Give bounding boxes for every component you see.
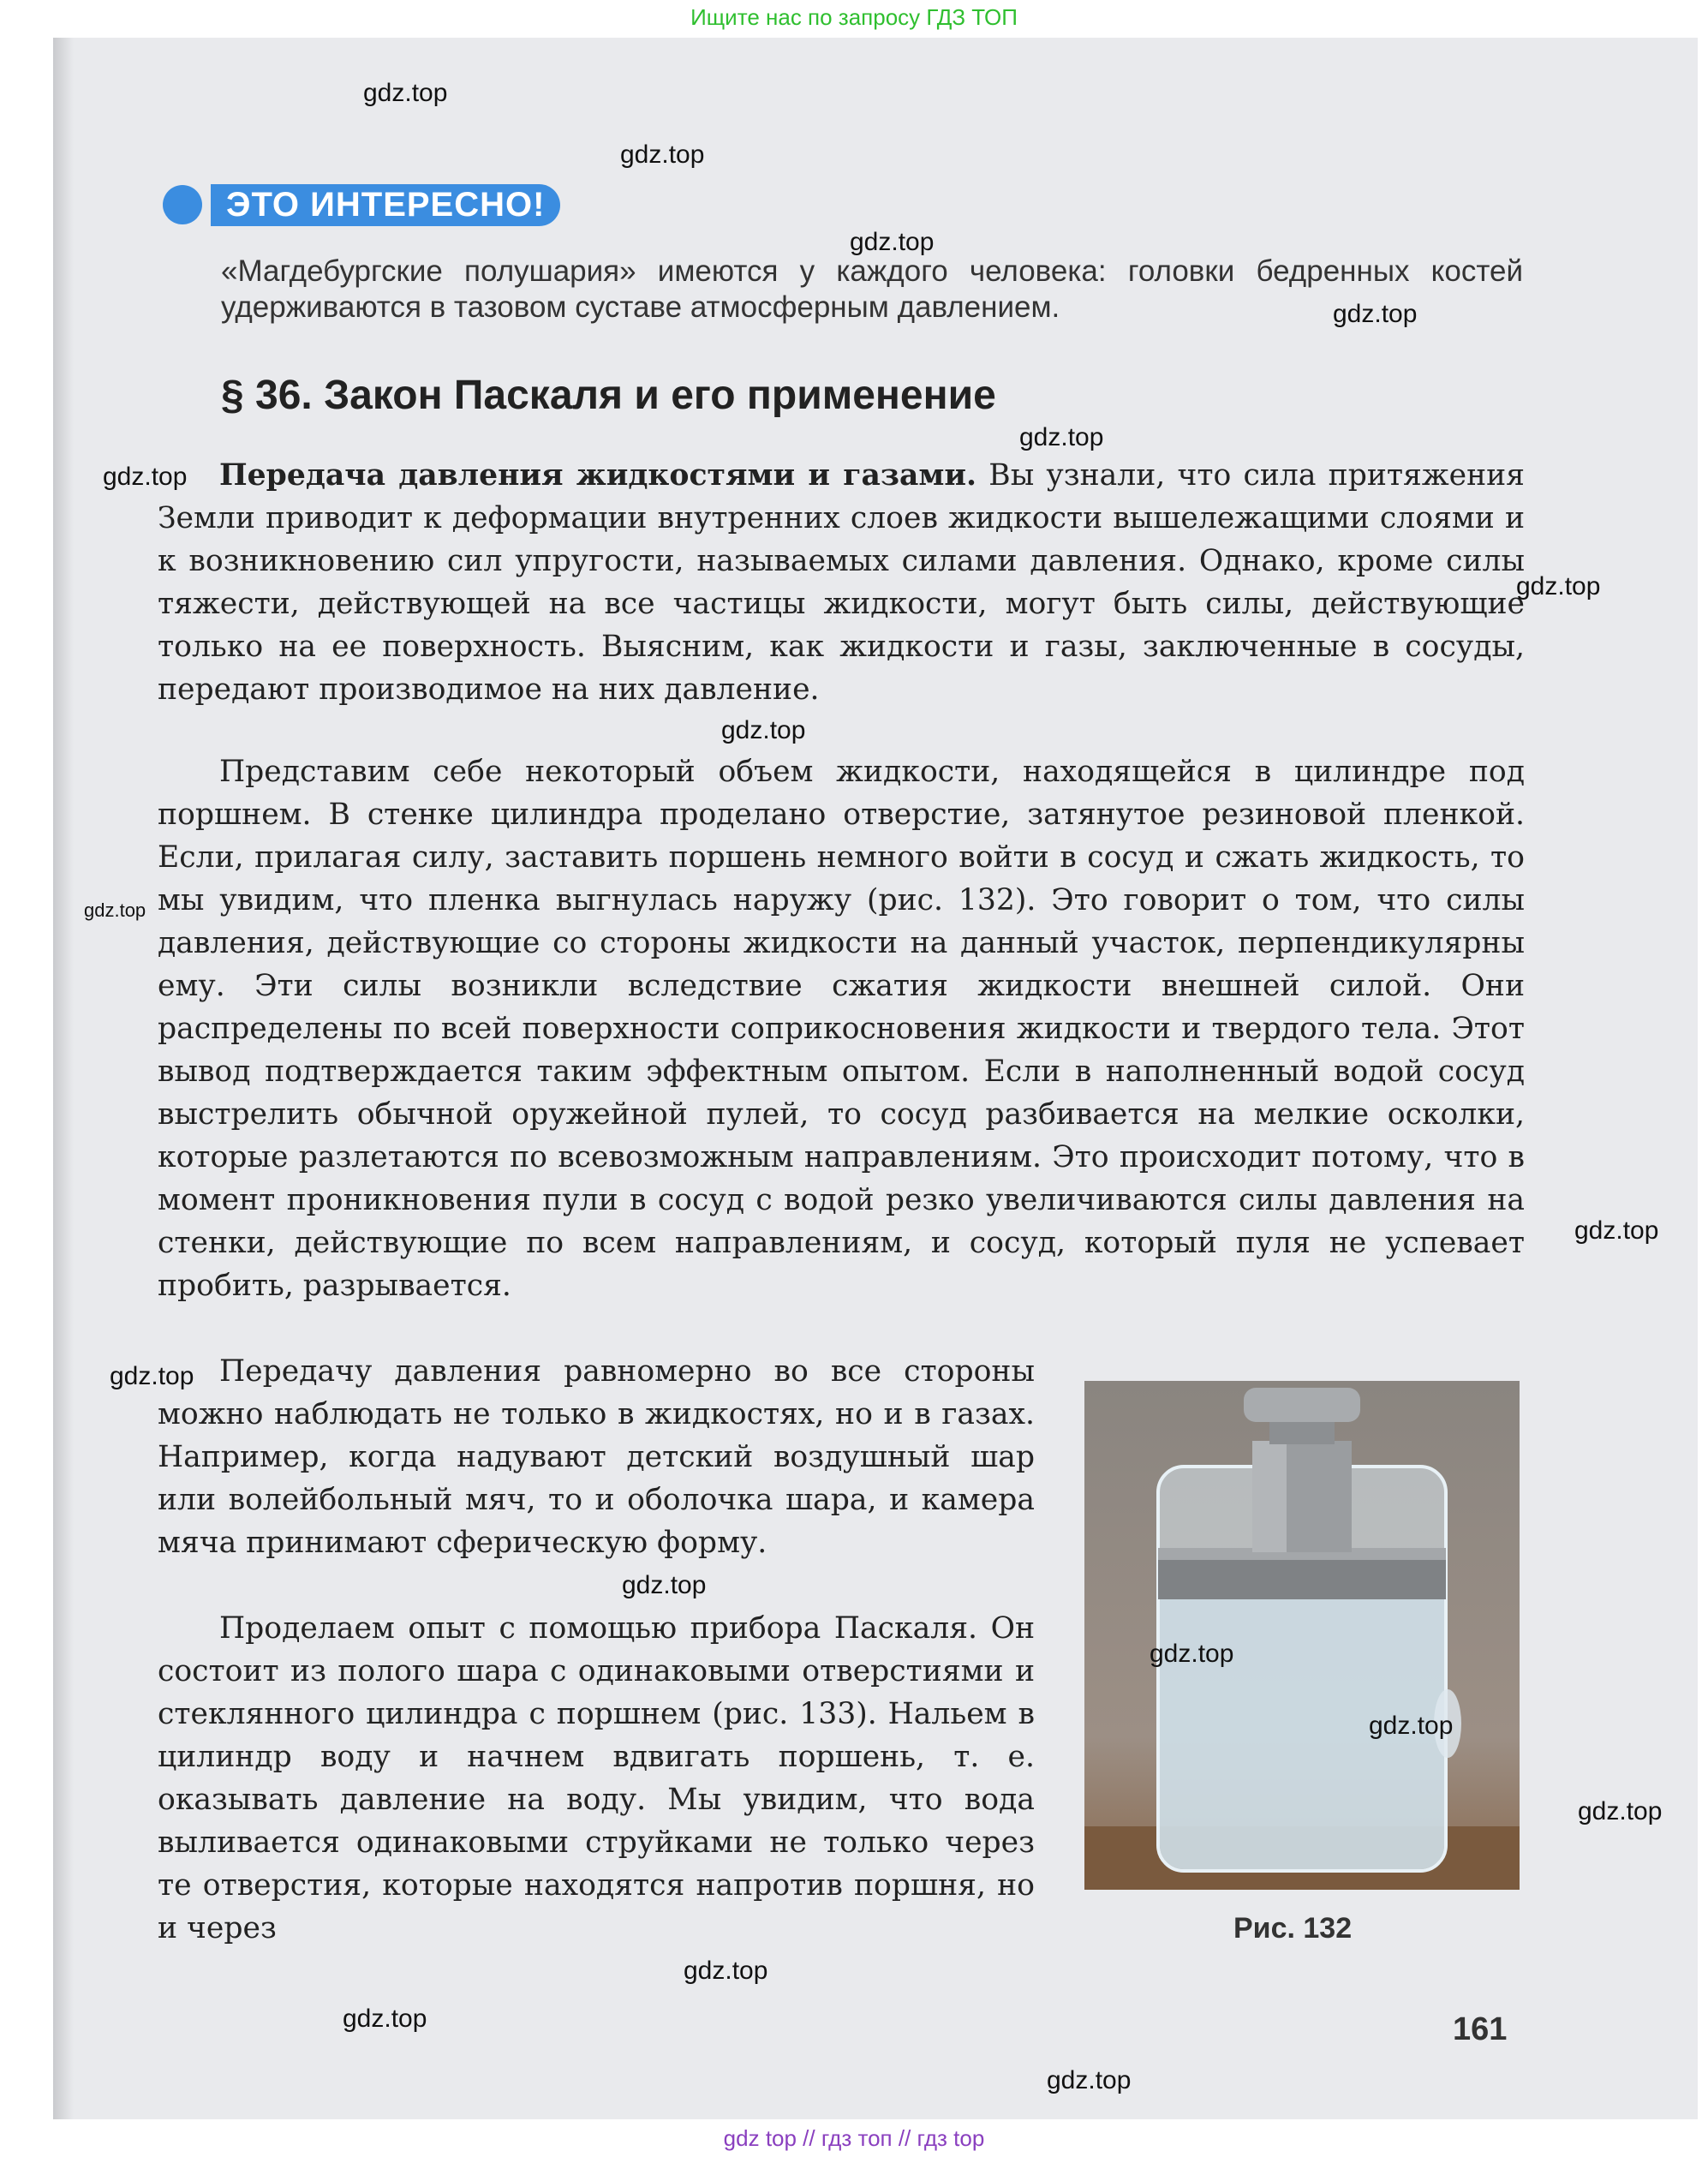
figure-caption: Рис. 132 [1233,1912,1353,1945]
watermark: gdz.top [620,140,705,169]
watermark: gdz.top [363,79,448,107]
watermark: gdz.top [684,1957,768,1985]
watermark: gdz.top [1150,1640,1234,1668]
watermark: gdz.top [84,899,146,921]
watermark: gdz.top [1333,300,1418,328]
watermark: gdz.top [103,463,188,491]
watermark: gdz.top [343,2005,427,2033]
paragraph-3: Передачу давления равномерно во все стороны можно наблюдать не только в жидкостях, но и в газах. Например, когда надувают детский воздушный шар или волейбольный мяч, то и оболочка шара, и камера мяча принимают сферическую форму. [158,1354,1035,1560]
watermark: gdz.top [1019,423,1104,451]
watermark: gdz.top [1369,1712,1454,1740]
watermark: gdz.top [721,716,806,744]
watermark: gdz.top [110,1362,194,1390]
bullet-dot-icon [163,185,202,224]
interesting-header [163,183,560,226]
footer-links[interactable]: gdz top // гдз топ // гдз top [723,2125,985,2151]
section-title: § 36. Закон Паскаля и его применение [221,373,996,418]
figure-132-image [1084,1381,1520,1890]
page-spine-shadow [53,38,74,2119]
interesting-text: «Магдебургские полушария» имеются у каждого человека: головки бедренных костей удерживаются в тазовом суставе атмосферным давлением. [221,254,1523,324]
glass-vessel-illustration [1084,1381,1520,1890]
watermark: gdz.top [1578,1797,1663,1825]
interesting-label: ЭТО ИНТЕРЕСНО! [211,184,560,226]
paragraph-1-lead: Передача давления жидкостями и газами. [219,458,977,493]
watermark: gdz.top [1047,2066,1132,2094]
search-banner[interactable]: Ищите нас по запросу ГДЗ ТОП [690,4,1018,30]
watermark: gdz.top [1574,1216,1659,1245]
watermark: gdz.top [622,1571,707,1599]
paragraph-1 [158,454,1525,711]
watermark: gdz.top [1516,572,1601,600]
watermark: gdz.top [850,228,935,256]
paragraph-2: Представим себе некоторый объем жидкости, находящейся в цилиндре под поршнем. В стенке цилиндра проделано отверстие, затянутое резиновой пленкой. Если, прилагая силу, заставить поршень немного войти в сосуд и сжать жидкость, то мы увидим, что пленка выгнулась наружу (рис. 132). Это говорит о том, что силы давления, действующие со стороны жидкости на данный участок, перпендикулярны ему. Эти силы возникли вследствие сжатия жидкости внешней силой. Они распределены по всей поверхности соприкосновения жидкости и твердого тела. Этот вывод подтверждается таким эффектным опытом. Если в наполненный водой сосуд выстрелить обычной оружейной пулей, то сосуд разбивается на мелкие осколки, которые разлетаются по всевозможным направлениям. Это происходит потому, что в момент проникновения пули в сосуд с водой резко увеличиваются силы давления на стенки, действующие по всем направлениям, и сосуд, который пуля не успевает пробить, разрывается. [158,755,1525,1303]
paragraph-1-text: Вы узнали, что сила притяжения Земли приводит к деформации внутренних слоев жидкости вышележащими слоями и к возникновению сил упругости, называемых силами давления. Однако, кроме силы тяжести, действующей на все частицы жидкости, могут быть силы, действующие только на ее поверхность. Выясним, как жидкости и газы, заключенные в сосуды, передают производимое на них давление. [158,458,1525,707]
paragraph-4: Проделаем опыт с помощью прибора Паскаля. Он состоит из полого шара с одинаковыми отверстиями и стеклянного цилиндра с поршнем (рис. 133). Нальем в цилиндр воду и начнем вдвигать поршень, т. е. оказывать давление на воду. Мы увидим, что вода выливается одинаковыми струйками не только через те отверстия, которые находятся напротив поршня, но и через [158,1611,1035,1945]
page-number: 161 [1453,2011,1508,2047]
